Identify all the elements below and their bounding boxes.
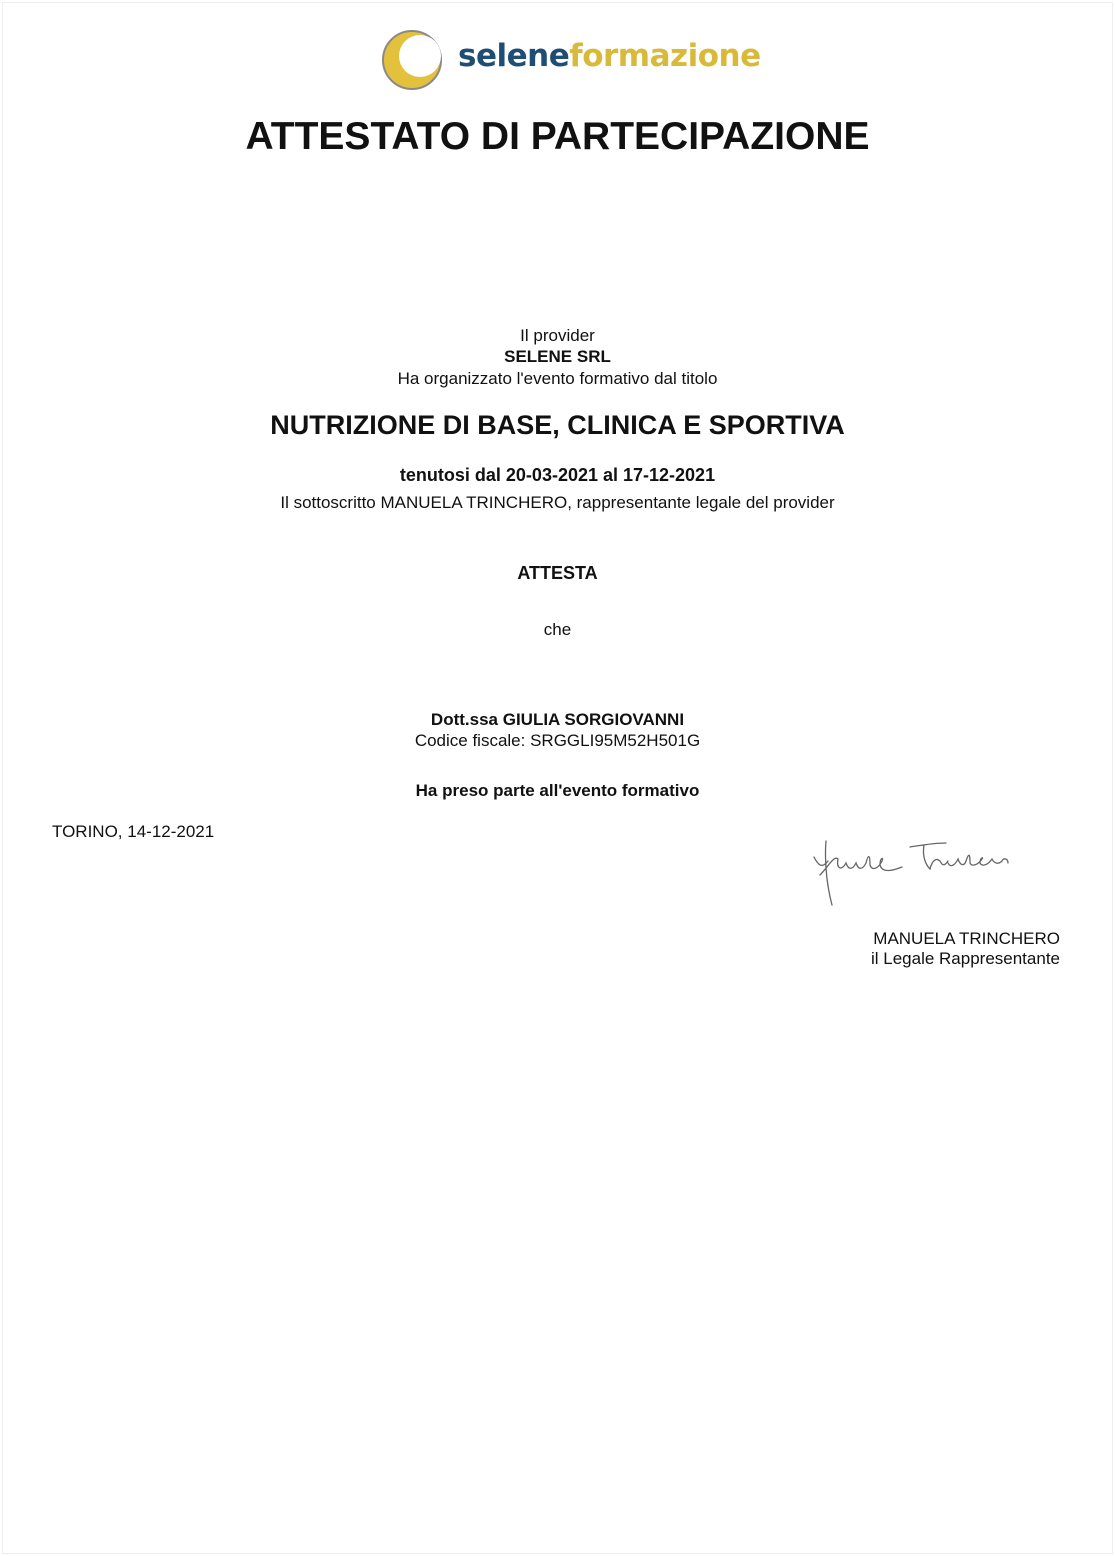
certificate-title: ATTESTATO DI PARTECIPAZIONE [245,115,870,158]
tax-code: Codice fiscale: SRGGLI95M52H501G [414,731,701,750]
participation-statement: Ha preso parte all'evento formativo [415,781,700,800]
signature-image [808,835,1028,915]
selene-formazione-logo [380,28,761,92]
che-text: che [543,620,572,639]
event-title: NUTRIZIONE DI BASE, CLINICA E SPORTIVA [270,410,845,440]
provider-label: Il provider [520,326,595,345]
participant-name: Dott.ssa GIULIA SORGIOVANNI [430,710,685,729]
logo-text-formazione: formazione [569,38,761,74]
provider-name: SELENE SRL [504,347,611,366]
organized-text: Ha organizzato l'evento formativo dal titolo [397,369,718,388]
attesta-heading: ATTESTA [517,563,598,583]
logo-text-selene: selene [458,38,570,74]
event-dates: tenutosi dal 20-03-2021 al 17-12-2021 [399,465,716,485]
moon-logo-icon [380,28,444,92]
place-date: TORINO, 14-12-2021 [52,822,215,841]
certificate-page [2,2,1113,1554]
signer-name: MANUELA TRINCHERO [873,929,1060,948]
signer-statement: Il sottoscritto MANUELA TRINCHERO, rappresentante legale del provider [280,493,835,512]
signer-role: il Legale Rappresentante [870,949,1060,968]
